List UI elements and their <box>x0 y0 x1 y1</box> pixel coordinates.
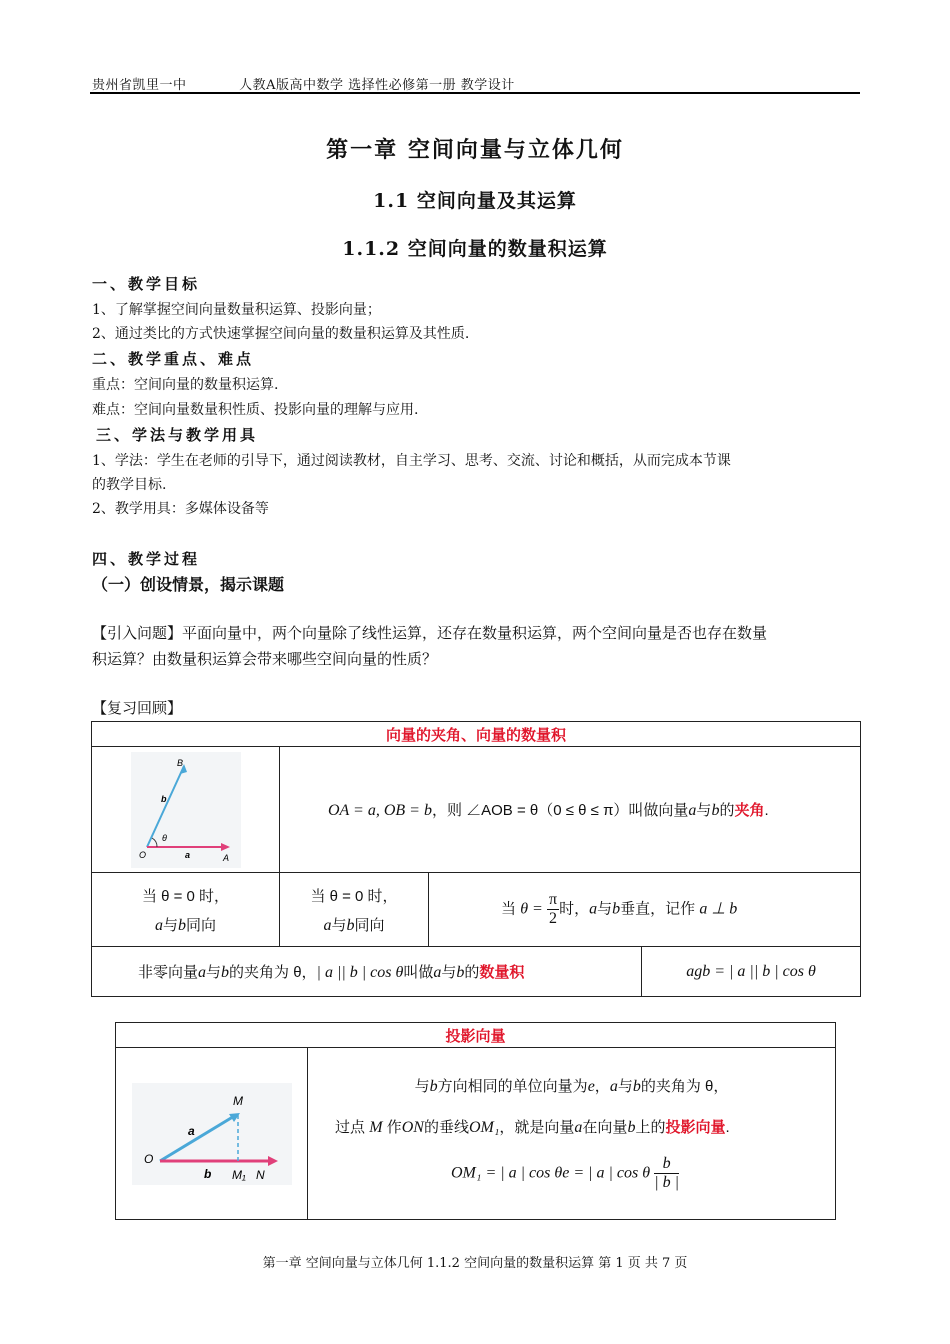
dot-mid: 的夹角为 θ， <box>229 964 317 981</box>
label-a-2: a <box>187 1123 195 1138</box>
angle-def-b: b <box>711 802 720 819</box>
angle-def-with: 与 <box>696 802 712 819</box>
angle-def-of: 的 <box>719 802 735 819</box>
table2-title: 投影向量 <box>116 1023 836 1048</box>
projection-line-2 <box>308 1116 835 1137</box>
label-M1: M₁ <box>231 1167 246 1182</box>
dot-of: 的 <box>464 964 480 981</box>
dot-call: 叫做 <box>403 964 434 981</box>
page-header <box>92 74 563 93</box>
projection-figure-cell <box>116 1048 308 1220</box>
case2-top: 当 θ = 0 时， <box>310 887 398 905</box>
angle-definition-cell <box>280 747 861 873</box>
proj-l2-perp: 的垂线 <box>423 1119 469 1136</box>
label-O-2: O <box>143 1151 153 1166</box>
proj-l2-key: 投影向量 <box>665 1119 726 1136</box>
page-footer: 第一章 空间向量与立体几何 1.1.2 空间向量的数量积运算 第 1 页 共 7 页 <box>262 1256 688 1271</box>
case2-b: b <box>346 916 355 934</box>
process-part-1: （一）创设情景，揭示课题 <box>92 575 285 594</box>
methods-line-2: 2、教学用具：多媒体设备等 <box>92 501 269 517</box>
case1-top: 当 θ = 0 时， <box>141 887 230 905</box>
dot-key: 数量积 <box>479 964 525 981</box>
proj-l2-OM1: OM₁ <box>468 1119 500 1136</box>
dot-a: a <box>198 964 207 981</box>
dot-formula: agb = | a || b | cos θ <box>686 962 816 980</box>
case3-numerator: π <box>549 891 558 908</box>
methods-line-1b: 的教学目标. <box>92 477 167 493</box>
label-O: O <box>138 849 146 860</box>
projection-figure <box>132 1083 292 1185</box>
proj-l1-mid: 方向相同的单位向量为 <box>437 1078 588 1095</box>
dot-product-definition <box>92 947 642 997</box>
angle-figure <box>131 752 241 868</box>
case3-rest: 时， <box>559 900 590 918</box>
intro-line-2: 积运算？由数量积运算会带来哪些空间向量的性质？ <box>92 651 438 668</box>
proj-l1-a: a <box>609 1078 618 1095</box>
proj-l1-end: 的夹角为 θ， <box>640 1078 729 1095</box>
projection-line-1 <box>308 1075 835 1096</box>
proj-formula-den: | b | <box>654 1174 680 1191</box>
goal-item-2: 2、通过类比的方式快速掌握空间向量的数量积运算及其性质. <box>92 326 470 342</box>
case3-when: 当 <box>501 900 517 918</box>
proj-formula-lhs: OM₁ = | a | cos θe = | a | cos θ <box>451 1164 651 1182</box>
case2-with: 与 <box>331 916 347 934</box>
dot-formula-cell <box>642 947 861 997</box>
proj-l2-b: b <box>627 1119 636 1136</box>
angle-def-key: 夹角 <box>734 802 765 819</box>
case3-expr: a ⊥ b <box>699 900 738 918</box>
case1-bottom <box>92 914 279 935</box>
label-A: A <box>222 852 229 863</box>
angle-def-a: a <box>688 802 697 819</box>
section-title: 1.1 空间向量及其运算 <box>373 190 577 212</box>
proj-formula-num: b <box>654 1155 679 1174</box>
projection-table <box>115 1022 836 1220</box>
methods-line-1: 1、学法：学生在老师的引导下，通过阅读教材，自主学习、思考、交流、讨论和概括，从而完成本节课 <box>92 453 731 469</box>
case3-denominator: 2 <box>549 910 558 927</box>
case-same-direction-2 <box>280 873 429 947</box>
projection-formula <box>308 1155 835 1192</box>
proj-l1-e: e <box>587 1078 595 1095</box>
proj-l2-end: . <box>725 1119 730 1136</box>
table1-title: 向量的夹角、向量的数量积 <box>92 722 861 747</box>
proj-l1-b: b <box>429 1078 438 1095</box>
goal-item-1: 1、了解掌握空间向量数量积运算、投影向量； <box>92 302 381 318</box>
header-book: 人教A版高中数学 选择性必修第一册 教学设计 <box>239 78 515 93</box>
label-N: N <box>255 1167 265 1182</box>
dot-with: 与 <box>206 964 222 981</box>
proj-l2-pre: 过点 <box>335 1119 366 1136</box>
angle-def-end: . <box>764 802 769 819</box>
proj-l2-on: 上的 <box>635 1119 666 1136</box>
review-label: 【复习回顾】 <box>92 700 183 717</box>
case1-a: a <box>154 916 163 934</box>
case2-end: 同向 <box>354 916 385 934</box>
proj-l2-in: 在向量 <box>582 1119 628 1136</box>
proj-formula-fraction <box>654 1155 679 1192</box>
chapter-title: 第一章 空间向量与立体几何 <box>326 137 624 163</box>
dot-with2: 与 <box>441 964 457 981</box>
header-rule <box>90 92 860 94</box>
header-school: 贵州省凯里一中 <box>92 78 187 93</box>
case3-with: 与 <box>597 900 613 918</box>
dot-expr: | a || b | cos θ <box>316 964 404 981</box>
case3-fraction <box>547 891 559 928</box>
proj-l2-M: M <box>369 1119 383 1136</box>
subsection-title: 1.1.2 空间向量的数量积运算 <box>342 238 608 260</box>
methods-heading: 三、学法与教学用具 <box>96 426 259 444</box>
angle-def-vectors: OA = a, OB = b <box>328 802 432 819</box>
label-M: M <box>232 1093 243 1108</box>
proj-l1-with: 与 <box>617 1078 633 1095</box>
proj-l2-mid: ，就是向量 <box>499 1119 575 1136</box>
keypoint-difficult: 难点：空间向量数量积性质、投影向量的理解与应用. <box>92 402 419 418</box>
case2-bottom <box>280 914 428 935</box>
case-same-direction-1 <box>92 873 280 947</box>
case2-a: a <box>323 916 332 934</box>
keypoint-key: 重点：空间向量的数量积运算. <box>92 377 279 393</box>
case3-theta: θ = <box>520 900 543 918</box>
proj-l2-ON: ON <box>401 1119 424 1136</box>
keypoints-heading: 二、教学重点、难点 <box>92 350 255 368</box>
dot-pre: 非零向量 <box>138 964 199 981</box>
case3-a: a <box>589 900 598 918</box>
proj-l1-sep: ， <box>594 1078 610 1095</box>
proj-l2-a: a <box>574 1119 583 1136</box>
label-theta: θ <box>161 832 167 843</box>
projection-definition-cell <box>308 1048 836 1220</box>
dot-b: b <box>221 964 230 981</box>
proj-l1-b2: b <box>632 1078 641 1095</box>
projection-figure-bg <box>132 1083 292 1185</box>
label-b: b <box>160 793 166 804</box>
process-heading: 四、教学过程 <box>92 550 201 568</box>
case3-b: b <box>612 900 621 918</box>
case1-end: 同向 <box>186 916 217 934</box>
proj-l2-make: 作 <box>386 1119 402 1136</box>
angle-dot-table <box>91 721 861 997</box>
intro-line-1: 【引入问题】平面向量中，两个向量除了线性运算，还存在数量积运算，两个空间向量是否也存在数量 <box>92 625 768 642</box>
dot-a2: a <box>433 964 442 981</box>
case1-with: 与 <box>162 916 178 934</box>
case3-perp: 垂直，记作 <box>620 900 696 918</box>
angle-figure-cell <box>92 747 280 873</box>
angle-def-mid: ，则 ∠AOB = θ（0 ≤ θ ≤ π）叫做向量 <box>431 802 689 819</box>
dot-b2: b <box>456 964 465 981</box>
label-B: B <box>176 757 183 768</box>
case-perpendicular <box>429 873 861 947</box>
goals-heading: 一、教学目标 <box>92 275 201 293</box>
case1-b: b <box>178 916 186 934</box>
label-b-2: b <box>203 1166 211 1181</box>
proj-l1-pre: 与 <box>414 1078 430 1095</box>
label-a: a <box>184 849 190 860</box>
